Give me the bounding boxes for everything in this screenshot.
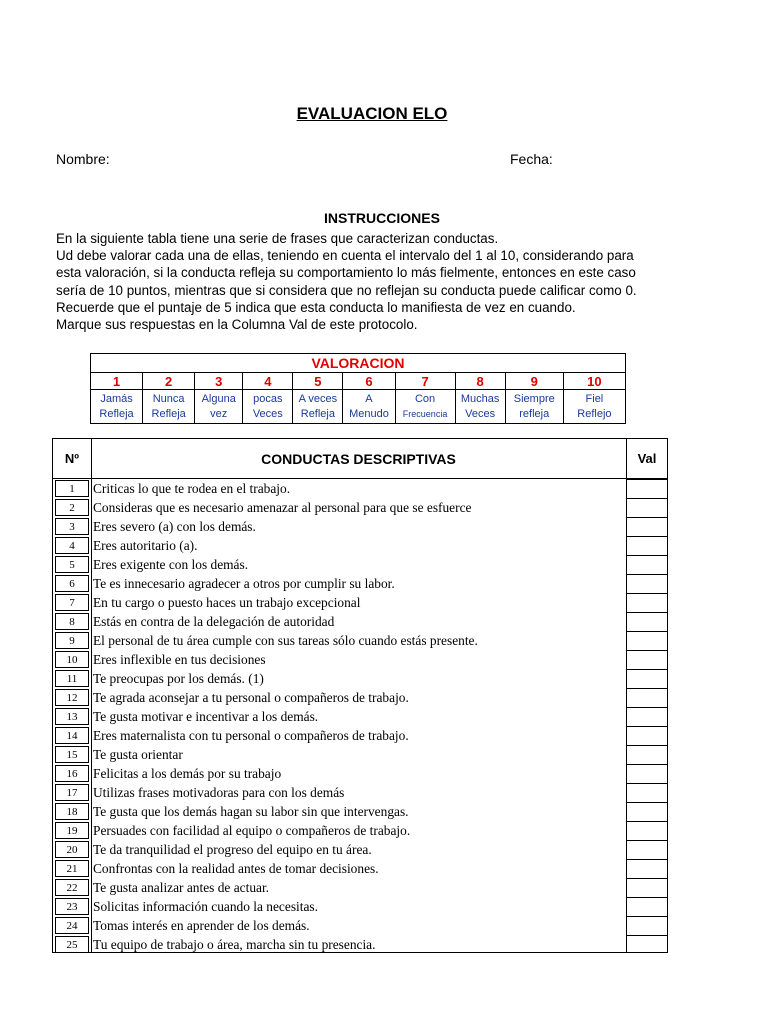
table-row (53, 916, 667, 935)
scale-number: 2 (143, 373, 195, 390)
row-conducta-text: Te da tranquilidad el progreso del equipo en tu área. (93, 842, 372, 857)
table-row (53, 707, 667, 726)
row-val-cell[interactable] (627, 498, 667, 517)
fecha-label: Fecha: (510, 151, 553, 167)
row-conducta-text: Eres autoritario (a). (93, 538, 198, 553)
row-conducta-text: Eres severo (a) con los demás. (93, 519, 256, 534)
table-row (53, 726, 667, 745)
row-val-cell[interactable] (627, 935, 667, 954)
table-row (53, 745, 667, 764)
row-number: 23 (55, 898, 89, 915)
row-val-cell[interactable] (627, 726, 667, 745)
row-conducta-text: El personal de tu área cumple con sus tareas sólo cuando estás presente. (93, 633, 478, 648)
table-row (53, 783, 667, 802)
row-val-cell[interactable] (627, 802, 667, 821)
row-number: 16 (55, 765, 89, 782)
valoracion-scale-table (90, 353, 626, 424)
table-row (53, 859, 667, 878)
row-val-cell[interactable] (627, 669, 667, 688)
row-conducta-text: Felicitas a los demás por su trabajo (93, 766, 282, 781)
row-conducta-text: Eres maternalista con tu personal o compañeros de trabajo. (93, 728, 409, 743)
scale-description: Siempre refleja (505, 390, 563, 424)
scale-number: 8 (455, 373, 505, 390)
row-conducta-text: Eres inflexible en tus decisiones (93, 652, 266, 667)
table-row (53, 840, 667, 859)
row-conducta-text: Te gusta orientar (93, 747, 183, 762)
row-number: 17 (55, 784, 89, 801)
row-number: 25 (55, 936, 89, 953)
instruction-line: En la siguiente tabla tiene una serie de frases que caracterizan conductas. (56, 231, 499, 246)
row-number: 1 (55, 480, 89, 497)
row-val-cell[interactable] (627, 840, 667, 859)
row-conducta-text: Consideras que es necesario amenazar al personal para que se esfuerce (93, 500, 472, 515)
scale-number: 3 (195, 373, 243, 390)
row-val-cell[interactable] (627, 631, 667, 650)
table-row (53, 517, 667, 536)
scale-number: 7 (395, 373, 455, 390)
table-body (53, 479, 667, 954)
row-val-cell[interactable] (627, 916, 667, 935)
row-conducta-text: Te gusta analizar antes de actuar. (93, 880, 270, 895)
row-number: 14 (55, 727, 89, 744)
row-number: 10 (55, 651, 89, 668)
scale-description: A Menudo (343, 390, 395, 424)
scale-description: A veces Refleja (293, 390, 343, 424)
table-row (53, 498, 667, 517)
row-conducta-text: En tu cargo o puesto haces un trabajo excepcional (93, 595, 361, 610)
row-val-cell[interactable] (627, 479, 667, 498)
table-row (53, 612, 667, 631)
row-number: 11 (55, 670, 89, 687)
table-row (53, 574, 667, 593)
row-number: 6 (55, 575, 89, 592)
scale-number: 10 (563, 373, 625, 390)
row-val-cell[interactable] (627, 707, 667, 726)
row-conducta-text: Tu equipo de trabajo o área, marcha sin tu presencia. (93, 937, 376, 952)
table-row (53, 821, 667, 840)
row-number: 8 (55, 613, 89, 630)
table-row (53, 555, 667, 574)
row-val-cell[interactable] (627, 517, 667, 536)
table-row (53, 593, 667, 612)
table-row (53, 935, 667, 954)
scale-description: Con Frecuencia (395, 390, 455, 424)
scale-description: Alguna vez (195, 390, 243, 424)
row-number: 12 (55, 689, 89, 706)
header-number: Nº (53, 439, 92, 478)
row-conducta-text: Te preocupas por los demás. (1) (93, 671, 264, 686)
row-conducta-text: Te gusta que los demás hagan su labor sin que intervengas. (93, 804, 409, 819)
row-number: 4 (55, 537, 89, 554)
row-number: 9 (55, 632, 89, 649)
instructions-text (56, 230, 696, 333)
scale-description: pocas Veces (243, 390, 293, 424)
valoracion-title: VALORACION (91, 354, 626, 373)
table-row (53, 536, 667, 555)
instruction-line: Marque sus respuestas en la Columna Val de este protocolo. (56, 317, 418, 333)
row-val-cell[interactable] (627, 688, 667, 707)
row-number: 24 (55, 917, 89, 934)
instruction-line: sería de 10 puntos, mientras que si considera que no reflejan su conducta puede calificar como 0. (56, 282, 637, 298)
row-number: 3 (55, 518, 89, 535)
header-conductas: CONDUCTAS DESCRIPTIVAS (91, 439, 627, 478)
row-val-cell[interactable] (627, 783, 667, 802)
table-row (53, 764, 667, 783)
row-val-cell[interactable] (627, 878, 667, 897)
scale-number: 4 (243, 373, 293, 390)
row-val-cell[interactable] (627, 745, 667, 764)
row-number: 5 (55, 556, 89, 573)
instruction-line: esta valoración, si la conducta refleja su comportamiento lo más fielmente, entonces en este caso (56, 265, 636, 281)
row-val-cell[interactable] (627, 555, 667, 574)
row-conducta-text: Estás en contra de la delegación de autoridad (93, 614, 335, 629)
table-row (53, 479, 667, 498)
row-conducta-text: Eres exigente con los demás. (93, 557, 249, 572)
document-title: EVALUACION ELO (296, 104, 448, 123)
row-number: 21 (55, 860, 89, 877)
row-number: 2 (55, 499, 89, 516)
row-conducta-text: Te agrada aconsejar a tu personal o compañeros de trabajo. (93, 690, 409, 705)
row-number: 13 (55, 708, 89, 725)
row-val-cell[interactable] (627, 821, 667, 840)
row-conducta-text: Confrontas con la realidad antes de tomar decisiones. (93, 861, 379, 876)
table-row (53, 669, 667, 688)
row-val-cell[interactable] (627, 897, 667, 916)
row-conducta-text: Tomas interés en aprender de los demás. (93, 918, 310, 933)
scale-description: Fiel Reflejo (563, 390, 625, 424)
scale-description: Muchas Veces (455, 390, 505, 424)
row-conducta-text: Te gusta motivar e incentivar a los demás. (93, 709, 319, 724)
conductas-table (52, 438, 668, 953)
row-number: 20 (55, 841, 89, 858)
row-val-cell[interactable] (627, 650, 667, 669)
scale-number: 6 (343, 373, 395, 390)
row-number: 22 (55, 879, 89, 896)
instruction-line: Recuerde que el puntaje de 5 indica que esta conducta lo manifiesta de vez en cuando. (56, 299, 576, 315)
instruction-line: Ud debe valorar cada una de ellas, teniendo en cuenta el intervalo del 1 al 10, considerando para (56, 248, 634, 264)
table-row (53, 897, 667, 916)
row-number: 19 (55, 822, 89, 839)
table-row (53, 650, 667, 669)
table-row (53, 802, 667, 821)
row-number: 18 (55, 803, 89, 820)
header-val: Val (637, 451, 657, 466)
table-row (53, 688, 667, 707)
scale-number: 5 (293, 373, 343, 390)
row-conducta-text: Utilizas frases motivadoras para con los demás (93, 785, 345, 800)
row-number: 15 (55, 746, 89, 763)
row-val-cell[interactable] (627, 574, 667, 593)
scale-number: 1 (91, 373, 143, 390)
table-row (53, 631, 667, 650)
nombre-label: Nombre: (56, 151, 110, 167)
row-val-cell[interactable] (627, 764, 667, 783)
row-conducta-text: Persuades con facilidad al equipo o compañeros de trabajo. (93, 823, 411, 838)
row-val-cell[interactable] (627, 593, 667, 612)
row-conducta-text: Te es innecesario agradecer a otros por cumplir su labor. (93, 576, 395, 591)
table-row (53, 878, 667, 897)
table-header (53, 439, 667, 479)
scale-description: Jamás Refleja (91, 390, 143, 424)
row-conducta-text: Criticas lo que te rodea en el trabajo. (93, 481, 291, 496)
scale-description: Nunca Refleja (143, 390, 195, 424)
row-number: 7 (55, 594, 89, 611)
row-val-cell[interactable] (627, 612, 667, 631)
scale-number: 9 (505, 373, 563, 390)
row-val-cell[interactable] (627, 536, 667, 555)
row-conducta-text: Solicitas información cuando la necesitas. (93, 899, 318, 914)
instructions-title: INSTRUCCIONES (324, 210, 440, 226)
row-val-cell[interactable] (627, 859, 667, 878)
